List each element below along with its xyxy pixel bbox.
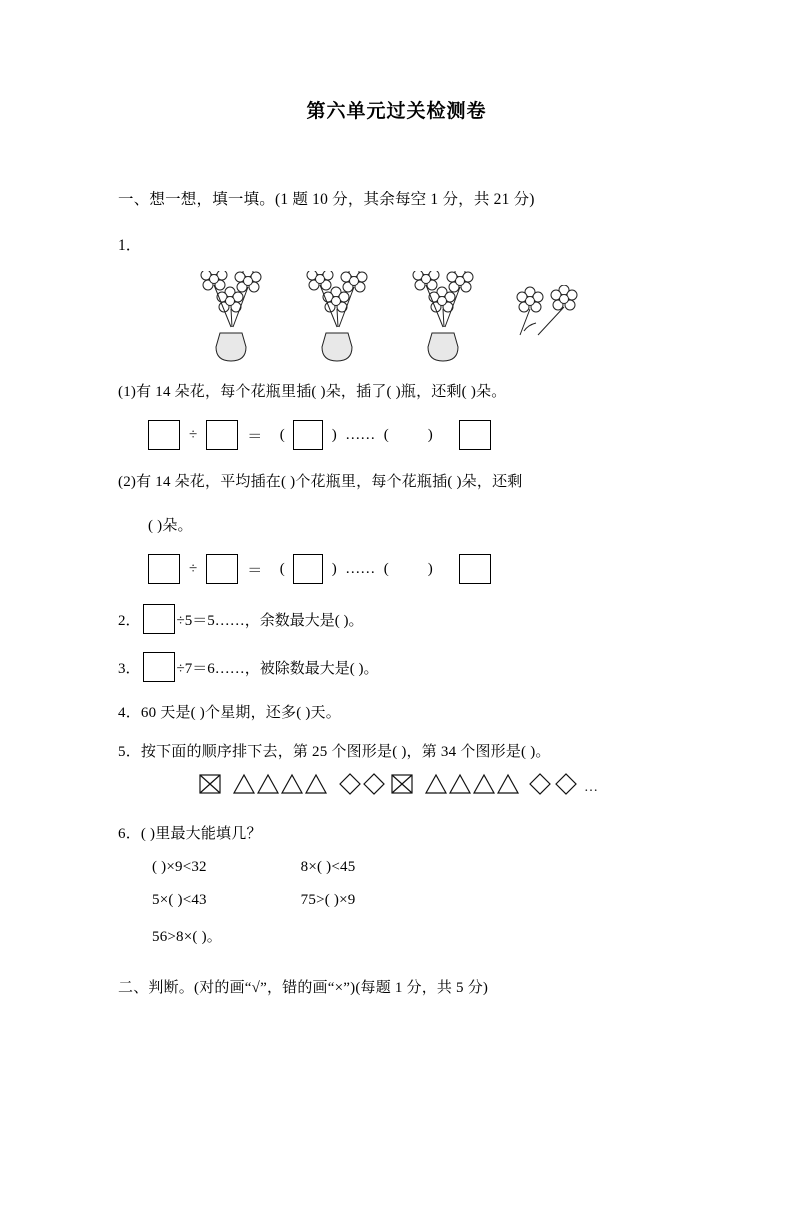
shape-sequence-icon xyxy=(196,769,616,799)
division-sign: ÷ xyxy=(189,426,198,443)
question-6-row-3 xyxy=(152,925,675,946)
bouquet-icon-1 xyxy=(190,271,298,363)
answer-box[interactable] xyxy=(143,652,175,682)
equals-sign: ＝ xyxy=(247,428,263,445)
right-paren: ) xyxy=(427,426,433,443)
answer-box[interactable] xyxy=(293,554,323,584)
question-5: 5．按下面的顺序排下去，第 25 个图形是( )，第 34 个图形是( )。 xyxy=(118,744,551,760)
flowers-illustration xyxy=(190,271,675,363)
section-1-heading: 一、想一想，填一填。(1 题 10 分，其余每空 1 分，共 21 分) xyxy=(118,191,535,208)
bouquet-icon-3 xyxy=(402,271,510,363)
question-6-item-1b: 8×( )<45 xyxy=(300,859,356,875)
left-paren: ( xyxy=(279,426,285,443)
question-1-part-2-equation xyxy=(148,551,675,587)
ellipsis-dots: …… xyxy=(345,560,376,577)
left-paren: ( xyxy=(279,560,285,577)
left-paren: ( xyxy=(383,426,389,443)
right-paren: ) xyxy=(427,560,433,577)
bouquet-icon-2 xyxy=(296,271,404,363)
division-sign: ÷ xyxy=(189,560,198,577)
question-2-text: ÷5＝5……，余数最大是( )。 xyxy=(176,612,364,629)
right-paren: ) xyxy=(331,426,337,443)
answer-box[interactable] xyxy=(459,554,491,584)
question-1-part-2-line-1: (2)有 14 朵花，平均插在( )个花瓶里，每个花瓶插( )朵，还剩 xyxy=(118,474,523,490)
question-1-part-2-line-2: ( )朵。 xyxy=(148,518,193,534)
question-6-item-1a: ( )×9<32 xyxy=(152,859,207,875)
question-3-number: 3． xyxy=(118,660,141,677)
loose-flowers-icon xyxy=(508,285,598,345)
answer-box[interactable] xyxy=(148,554,180,584)
question-3 xyxy=(118,651,675,683)
question-6-row-2 xyxy=(152,892,675,909)
ellipsis-dots: …… xyxy=(345,426,376,443)
question-2-number: 2． xyxy=(118,612,141,629)
question-5-pattern xyxy=(196,769,675,804)
section-2-heading: 二、判断。(对的画“√”，错的画“×”)(每题 1 分，共 5 分) xyxy=(118,980,489,996)
answer-box[interactable] xyxy=(143,604,175,634)
question-1-part-1-equation xyxy=(148,417,675,453)
question-6-item-3a: 56>8×( )。 xyxy=(152,929,222,945)
question-6-item-2a: 5×( )<43 xyxy=(152,892,207,908)
question-1-number: 1． xyxy=(118,237,142,254)
question-2 xyxy=(118,603,675,635)
question-6-row-1 xyxy=(152,859,675,876)
question-6-item-2b: 75>( )×9 xyxy=(300,892,356,908)
question-4: 4．60 天是( )个星期，还多( )天。 xyxy=(118,705,341,721)
answer-box[interactable] xyxy=(459,420,491,450)
right-paren: ) xyxy=(331,560,337,577)
equals-sign: ＝ xyxy=(247,562,263,579)
left-paren: ( xyxy=(383,560,389,577)
svg-text:…: … xyxy=(584,780,598,795)
answer-box[interactable] xyxy=(293,420,323,450)
question-3-text: ÷7＝6……，被除数最大是( )。 xyxy=(176,660,379,677)
answer-box[interactable] xyxy=(148,420,180,450)
answer-box[interactable] xyxy=(206,420,238,450)
page-title: 第六单元过关检测卷 xyxy=(306,101,487,122)
exam-page xyxy=(0,96,793,1218)
question-1-part-1: (1)有 14 朵花，每个花瓶里插( )朵，插了( )瓶，还剩( )朵。 xyxy=(118,384,507,400)
answer-box[interactable] xyxy=(206,554,238,584)
question-6: 6．( )里最大能填几？ xyxy=(118,826,262,842)
